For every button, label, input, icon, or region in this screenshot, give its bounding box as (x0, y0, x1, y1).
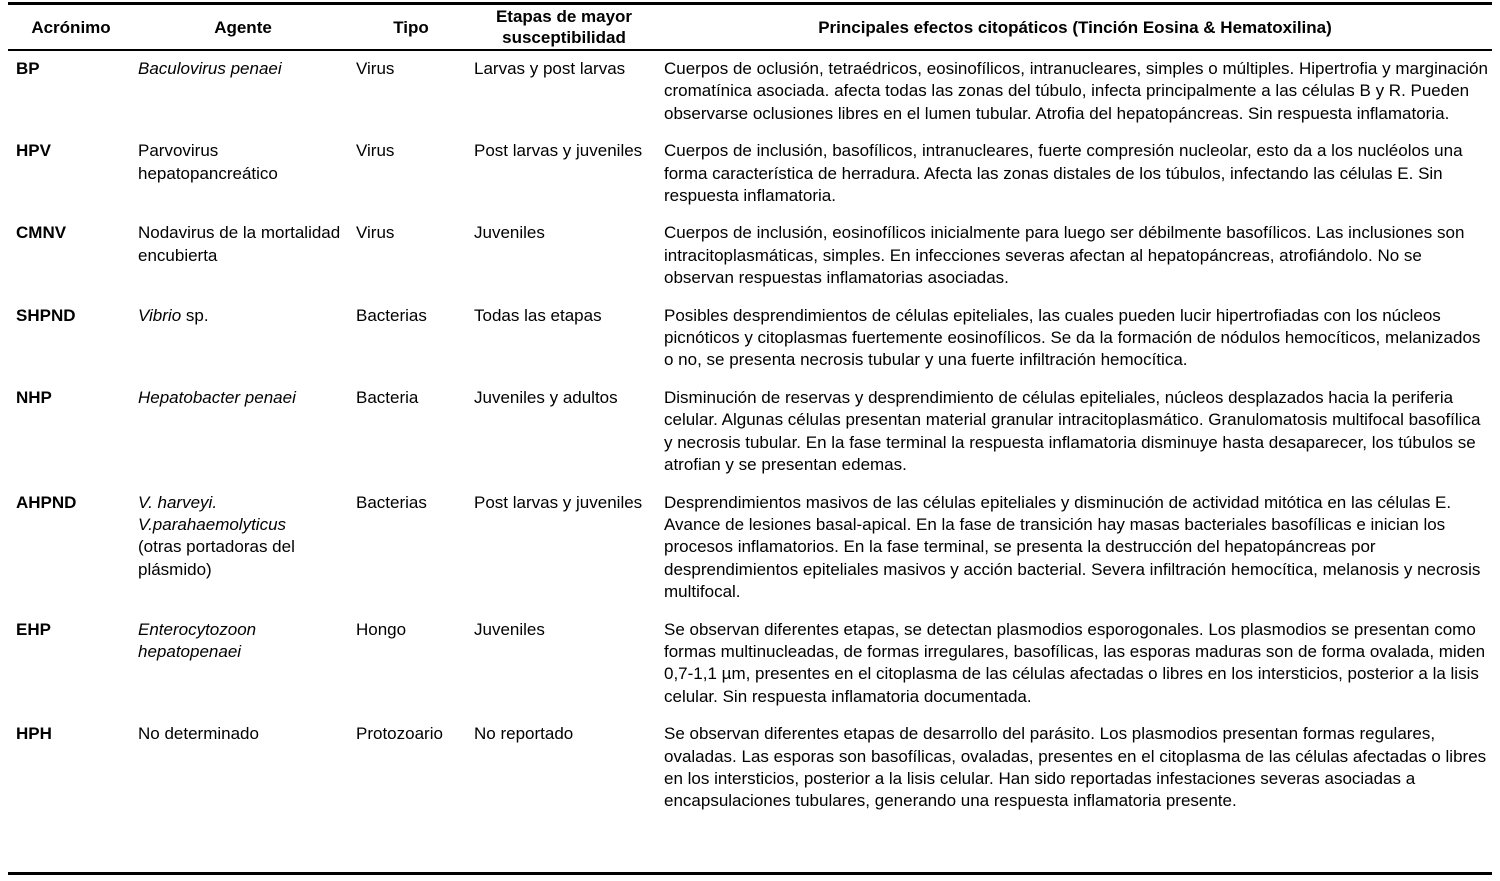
agente-plain: sp. (185, 305, 209, 325)
efectos-text: Desprendimientos masivos de las células epiteliales y disminución de actividad mitótica en las células E. Avance de lesiones basal-apical. En la fase de transición hay masas bacteriales basofílicas e inician los procesos inflamatorios. En la fase terminal, se presenta la destrucción del hepatopáncreas por desprendimientos epiteliales masivos y acción bacterial. Severa infiltración hemocítica, melanosis y necrosis multifocal. (664, 492, 1481, 602)
cell-tipo: Virus (356, 59, 395, 78)
cell-agente (134, 483, 352, 610)
cell-efectos (658, 483, 1492, 610)
cell-acronimo: HPV (16, 141, 51, 161)
cell-agente: Nodavirus de la mortalidad encubierta (138, 223, 341, 265)
table-row (8, 610, 1492, 715)
cell-tipo: Bacterias (356, 305, 427, 325)
column-header-tipo: Tipo (393, 17, 429, 37)
cell-tipo: Bacteria (356, 387, 419, 407)
agente-italic: Vibrio (138, 305, 182, 325)
cell-acronimo: EHP (16, 619, 51, 639)
table-header (8, 5, 1492, 49)
cell-efectos (658, 213, 1492, 295)
cell-agente (134, 296, 352, 378)
agente-plain: (otras portadoras del plásmido) (138, 537, 295, 579)
efectos-text: Cuerpos de oclusión, tetraédricos, eosinofílicos, intranucleares, simples o múltiples. Hipertrofia y marginación cromatínica asociada. afecta todas las zonas del túbulo, infecta principalmente a las células B y R. Pueden observarse oclusiones libres en el lumen tubular. Atrofia del hepatopáncreas. Sin respuesta inflamatoria. (664, 59, 1488, 123)
agente-italic: Enterocytozoon hepatopenaei (138, 619, 257, 661)
table-row (8, 714, 1492, 819)
table-row (8, 378, 1492, 483)
table-row (8, 296, 1492, 378)
cell-etapas: Todas las etapas (474, 305, 602, 325)
cell-tipo: Protozoario (356, 724, 443, 744)
agente-italic-line2: V.parahaemolyticus (138, 514, 287, 534)
cell-acronimo: CMNV (16, 223, 67, 243)
cell-etapas: Larvas y post larvas (474, 59, 626, 78)
column-header-etapas-line1: Etapas de mayor (495, 7, 633, 26)
cell-acronimo: HPH (16, 724, 52, 744)
column-header-agente: Agente (214, 17, 272, 37)
cell-acronimo: BP (16, 59, 40, 78)
cell-efectos (658, 610, 1492, 715)
column-header-etapas (470, 5, 658, 49)
efectos-text: Cuerpos de inclusión, basofílicos, intranucleares, fuerte compresión nucleolar, esto da a los nucléolos una forma característica de herradura. Afecta las zonas distales de los túbulos, infectando las células E. Sin respuesta inflamatoria. (664, 141, 1463, 206)
cell-tipo: Hongo (356, 619, 407, 639)
table-row (8, 483, 1492, 610)
cell-efectos (658, 378, 1492, 483)
cell-etapas: Post larvas y juveniles (474, 141, 643, 161)
table-bottom-rule (8, 872, 1492, 875)
cell-tipo: Bacterias (356, 492, 427, 512)
efectos-text: Cuerpos de inclusión, eosinofílicos inicialmente para luego ser débilmente basofílicos. Las inclusiones son intracitoplasmáticas, simples. En infecciones severas afectan al hepatopáncreas, atrofiándolo. No se observan respuestas inflamatorias asociadas. (664, 223, 1465, 288)
efectos-text: Se observan diferentes etapas de desarrollo del parásito. Los plasmodios presentan formas regulares, ovaladas. Las esporas son basofílicas, ovaladas, presentes en el citoplasma de las células afectadas o libres en los intersticios, posterior a la lisis celular. Han sido reportadas infestaciones severas asociadas a encapsulaciones tubulares, generando una respuesta inflamatoria presente. (664, 724, 1487, 811)
cell-acronimo: NHP (16, 387, 52, 407)
cell-agente (134, 378, 352, 483)
cell-efectos (658, 131, 1492, 213)
cell-acronimo: SHPND (16, 305, 76, 325)
cell-agente (134, 610, 352, 715)
cell-etapas: No reportado (474, 724, 574, 744)
agente-italic-line1: V. harveyi. (138, 492, 218, 512)
table-row (8, 213, 1492, 295)
column-header-efectos: Principales efectos citopáticos (Tinción Eosina & Hematoxilina) (818, 17, 1332, 37)
cell-efectos (658, 714, 1492, 819)
cell-tipo: Virus (356, 141, 395, 161)
cell-etapas: Juveniles (474, 223, 545, 243)
efectos-text: Disminución de reservas y desprendimiento de células epiteliales, núcleos desplazados hacia la periferia celular. Algunas células presentan material granular intracitoplasmático. Granulomatosis multifocal basofílica y necrosis tubular. En la fase terminal la respuesta inflamatoria disminuye hasta desaparecer, los túbulos se atrofian y se presentan edemas. (664, 387, 1481, 475)
cell-etapas: Juveniles (474, 619, 545, 639)
cell-tipo: Virus (356, 223, 395, 243)
agente-italic: Hepatobacter penaei (138, 387, 296, 407)
table-body (8, 49, 1492, 819)
cell-agente: Parvovirus hepatopancreático (138, 141, 278, 183)
cell-agente (134, 49, 352, 131)
cell-efectos (658, 49, 1492, 131)
table-row (8, 131, 1492, 213)
header-row (8, 5, 1492, 49)
cell-etapas: Post larvas y juveniles (474, 492, 643, 512)
cell-agente: No determinado (138, 724, 259, 744)
cell-efectos (658, 296, 1492, 378)
column-header-acronimo: Acrónimo (31, 17, 111, 37)
cell-acronimo: AHPND (16, 492, 77, 512)
table-row (8, 49, 1492, 131)
agente-italic: Baculovirus penaei (138, 59, 282, 78)
pathogen-table (8, 5, 1492, 819)
efectos-text: Se observan diferentes etapas, se detectan plasmodios esporogonales. Los plasmodios se presentan como formas multinucleadas, de formas irregulares, basofílicas, las esporas maduras son de forma ovalada, miden 0,7-1,1 µm, presentes en el citoplasma de las células afectadas o libres en los intersticios, posterior a la lisis celular. Sin respuesta inflamatoria documentada. (664, 619, 1486, 706)
efectos-text: Posibles desprendimientos de células epiteliales, las cuales pueden lucir hipertrofiadas con los núcleos picnóticos y citoplasmas fuertemente eosinofílicos. Se da la formación de nódulos hemocíticos, melanizados o no, se presenta necrosis tubular y una fuerte infiltración hemocítica. (664, 305, 1481, 370)
cell-etapas: Juveniles y adultos (474, 387, 618, 407)
column-header-etapas-line2: susceptibilidad (502, 28, 626, 47)
